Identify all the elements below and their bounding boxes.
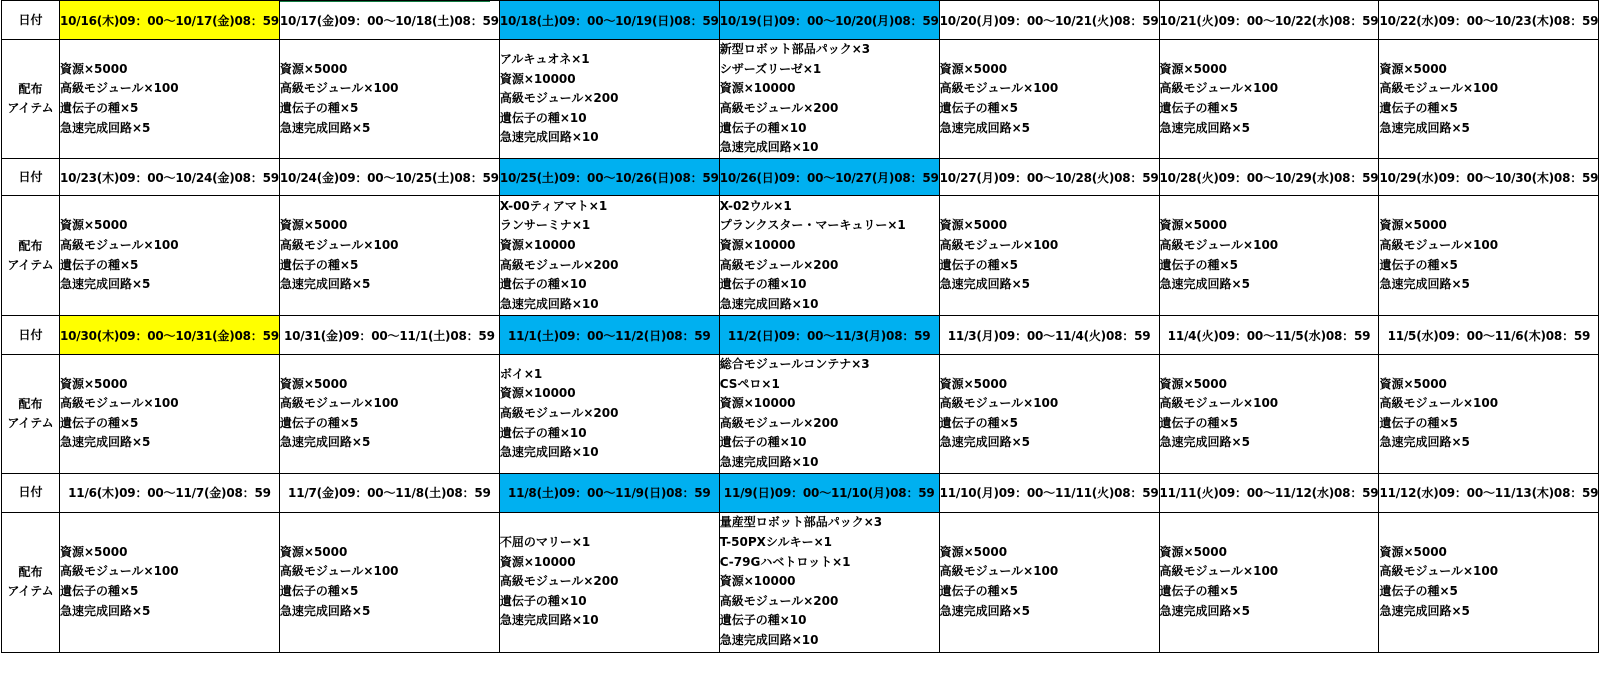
item-entry: 遺伝子の種×10: [499, 110, 587, 125]
items-row: [2, 196, 1599, 316]
items-cell[interactable]: [499, 512, 719, 652]
item-entry: 資源×5000: [60, 61, 128, 76]
item-entry: 資源×5000: [1379, 218, 1447, 233]
item-entry: アルキュオネ×1: [499, 52, 590, 67]
date-cell[interactable]: 10/16(木)09：00〜10/17(金)08：59: [60, 1, 280, 40]
item-entry: 遺伝子の種×5: [1379, 415, 1458, 430]
item-entry: 遺伝子の種×5: [1379, 101, 1458, 115]
item-entry: 高級モジュール×100: [939, 81, 1059, 96]
items-row: [2, 40, 1599, 159]
item-entry: 高級モジュール×200: [719, 257, 839, 272]
item-entry: 高級モジュール×200: [499, 574, 619, 589]
item-entry: 遺伝子の種×10: [499, 425, 587, 440]
item-entry: 資源×5000: [1159, 218, 1227, 233]
item-entry: 急速完成回路×5: [60, 277, 151, 292]
item-entry: T-50PXシルキー×1: [719, 535, 832, 550]
items-cell[interactable]: [279, 40, 499, 159]
item-entry: 高級モジュール×100: [60, 237, 179, 252]
date-cell[interactable]: 11/3(月)09：00〜11/4(火)08：59: [939, 316, 1159, 355]
item-entry: 高級モジュール×100: [1159, 237, 1279, 252]
items-cell[interactable]: [719, 355, 939, 474]
item-entry: 高級モジュール×200: [499, 257, 619, 272]
item-entry: 遺伝子の種×5: [60, 415, 139, 430]
items-cell[interactable]: [1379, 40, 1599, 159]
item-entry: 遺伝子の種×10: [719, 120, 807, 135]
item-entry: 急速完成回路×5: [1159, 277, 1250, 292]
item-entry: 資源×10000: [719, 237, 796, 252]
date-cell[interactable]: 11/1(土)09：00〜11/2(日)08：59: [499, 316, 719, 355]
item-entry: 急速完成回路×10: [719, 140, 819, 155]
items-label-line: 配布: [18, 238, 43, 253]
item-entry: 資源×5000: [939, 376, 1008, 391]
item-entry: 資源×5000: [939, 61, 1008, 76]
items-cell[interactable]: [60, 40, 280, 159]
item-entry: 資源×5000: [1159, 544, 1227, 559]
items-cell[interactable]: [279, 512, 499, 652]
item-entry: 高級モジュール×100: [939, 564, 1059, 579]
item-entry: 急速完成回路×5: [1159, 603, 1250, 618]
items-row: [2, 355, 1599, 474]
item-entry: 資源×5000: [1379, 61, 1447, 76]
item-entry: 資源×5000: [279, 218, 348, 233]
item-entry: 急速完成回路×5: [1379, 603, 1470, 618]
item-entry: 急速完成回路×10: [499, 130, 599, 145]
items-row: [2, 512, 1599, 652]
date-row: [2, 1, 1599, 40]
item-entry: 資源×10000: [499, 237, 576, 252]
item-entry: 急速完成回路×5: [60, 435, 151, 450]
item-entry: C-79Gハベトロット×1: [719, 554, 851, 569]
items-cell[interactable]: [719, 196, 939, 316]
date-cell[interactable]: 10/28(火)09：00〜10/29(水)08：59: [1159, 159, 1379, 196]
item-entry: 資源×5000: [1379, 544, 1447, 559]
items-cell[interactable]: [939, 512, 1159, 652]
item-entry: 急速完成回路×10: [499, 296, 599, 311]
item-entry: 急速完成回路×5: [279, 603, 371, 618]
item-entry: 高級モジュール×100: [1379, 81, 1499, 96]
item-entry: 遺伝子の種×5: [1379, 257, 1458, 272]
item-entry: ボイ×1: [499, 366, 543, 381]
item-entry: CSペロ×1: [719, 376, 780, 391]
item-entry: 資源×5000: [279, 376, 348, 391]
items-label-cell[interactable]: [2, 355, 60, 474]
item-entry: 高級モジュール×100: [1159, 81, 1279, 96]
items-cell[interactable]: [499, 355, 719, 474]
item-entry: 高級モジュール×100: [939, 396, 1059, 411]
items-cell[interactable]: [939, 355, 1159, 474]
date-cell[interactable]: 11/10(月)09：00〜11/11(火)08：59: [939, 473, 1159, 512]
items-cell[interactable]: [939, 196, 1159, 316]
item-entry: 遺伝子の種×5: [939, 101, 1019, 115]
item-entry: 資源×5000: [279, 61, 348, 76]
items-cell[interactable]: [1159, 512, 1379, 652]
items-cell[interactable]: [279, 355, 499, 474]
item-entry: 高級モジュール×100: [1379, 564, 1499, 579]
item-entry: 急速完成回路×10: [719, 296, 819, 311]
item-entry: 高級モジュール×100: [279, 396, 399, 411]
item-entry: 急速完成回路×5: [60, 120, 151, 135]
item-entry: プランクスター・マーキュリー×1: [719, 218, 906, 233]
item-entry: 資源×10000: [499, 554, 576, 569]
date-cell[interactable]: 10/23(木)09：00〜10/24(金)08：59: [60, 159, 280, 196]
item-entry: 高級モジュール×200: [719, 415, 839, 430]
date-row: [2, 159, 1599, 196]
item-entry: 高級モジュール×100: [1379, 237, 1499, 252]
date-cell[interactable]: 10/30(木)09：00〜10/31(金)08：59: [60, 316, 280, 355]
items-label-line: アイテム: [7, 584, 54, 599]
item-entry: 急速完成回路×5: [939, 603, 1031, 618]
item-entry: 遺伝子の種×10: [499, 593, 587, 608]
date-cell[interactable]: 11/4(火)09：00〜11/5(水)08：59: [1159, 316, 1379, 355]
date-cell[interactable]: 10/17(金)09：00〜10/18(土)08：59: [279, 1, 499, 40]
item-entry: 遺伝子の種×5: [60, 584, 139, 599]
item-entry: 高級モジュール×200: [499, 91, 619, 106]
date-row: [2, 316, 1599, 355]
items-label-line: 配布: [18, 82, 43, 96]
item-entry: 遺伝子の種×5: [939, 257, 1019, 272]
item-entry: 急速完成回路×5: [60, 603, 151, 618]
items-cell[interactable]: [719, 512, 939, 652]
item-entry: 遺伝子の種×5: [1159, 415, 1238, 430]
date-cell[interactable]: 10/24(金)09：00〜10/25(土)08：59: [279, 159, 499, 196]
item-entry: 新型ロボット部品パック×3: [719, 42, 871, 57]
item-entry: 高級モジュール×200: [719, 101, 839, 115]
date-label-cell[interactable]: 日付: [2, 473, 60, 512]
item-entry: 高級モジュール×100: [60, 396, 179, 411]
date-cell[interactable]: 10/22(水)09：00〜10/23(木)08：59: [1379, 1, 1599, 40]
item-entry: 急速完成回路×5: [279, 120, 371, 135]
item-entry: 遺伝子の種×10: [719, 277, 807, 292]
items-cell[interactable]: [1159, 40, 1379, 159]
item-entry: 高級モジュール×100: [279, 564, 399, 579]
date-cell[interactable]: 11/11(火)09：00〜11/12(水)08：59: [1159, 473, 1379, 512]
item-entry: 遺伝子の種×5: [1379, 584, 1458, 599]
item-entry: 遺伝子の種×5: [279, 257, 359, 272]
item-entry: 遺伝子の種×5: [279, 415, 359, 430]
item-entry: ランサーミナ×1: [499, 218, 591, 233]
item-entry: 資源×5000: [939, 218, 1008, 233]
date-row: [2, 473, 1599, 512]
date-cell[interactable]: 10/20(月)09：00〜10/21(火)08：59: [939, 1, 1159, 40]
item-entry: 不屈のマリー×1: [499, 535, 591, 550]
item-entry: 急速完成回路×5: [1379, 277, 1470, 292]
item-entry: 資源×10000: [499, 71, 576, 86]
distribution-schedule-table: [1, 0, 1599, 653]
item-entry: 資源×5000: [60, 218, 128, 233]
items-label-line: アイテム: [7, 101, 54, 115]
date-cell[interactable]: 11/5(水)09：00〜11/6(木)08：59: [1379, 316, 1599, 355]
items-cell[interactable]: [60, 196, 280, 316]
date-cell[interactable]: 10/18(土)09：00〜10/19(日)08：59: [499, 1, 719, 40]
item-entry: X-00ティアマト×1: [499, 198, 608, 213]
items-cell[interactable]: [60, 512, 280, 652]
item-entry: 遺伝子の種×5: [60, 101, 139, 115]
item-entry: 遺伝子の種×5: [60, 257, 139, 272]
items-cell[interactable]: [499, 40, 719, 159]
items-cell[interactable]: [939, 40, 1159, 159]
item-entry: 遺伝子の種×5: [939, 415, 1019, 430]
item-entry: 高級モジュール×100: [1159, 564, 1279, 579]
date-cell[interactable]: 10/21(火)09：00〜10/22(水)08：59: [1159, 1, 1379, 40]
item-entry: 資源×5000: [1159, 61, 1227, 76]
item-entry: 高級モジュール×100: [939, 237, 1059, 252]
item-entry: 高級モジュール×200: [499, 405, 619, 420]
date-cell[interactable]: 10/31(金)09：00〜11/1(土)08：59: [279, 316, 499, 355]
item-entry: 資源×10000: [719, 81, 796, 96]
item-entry: 遺伝子の種×5: [279, 584, 359, 599]
items-label-line: アイテム: [7, 415, 54, 430]
date-label-cell[interactable]: 日付: [2, 316, 60, 355]
item-entry: 急速完成回路×5: [279, 435, 371, 450]
item-entry: 遺伝子の種×5: [1159, 257, 1238, 272]
items-cell[interactable]: [1379, 512, 1599, 652]
item-entry: シザーズリーゼ×1: [719, 61, 822, 76]
item-entry: 遺伝子の種×10: [719, 435, 807, 450]
items-cell[interactable]: [1159, 355, 1379, 474]
date-cell[interactable]: 11/6(木)09：00〜11/7(金)08：59: [60, 473, 280, 512]
item-entry: 資源×10000: [719, 396, 796, 411]
item-entry: 高級モジュール×100: [1159, 396, 1279, 411]
items-cell[interactable]: [1159, 196, 1379, 316]
items-cell[interactable]: [279, 196, 499, 316]
items-cell[interactable]: [719, 40, 939, 159]
item-entry: 資源×5000: [60, 376, 128, 391]
item-entry: X-02ウル×1: [719, 198, 792, 213]
item-entry: 遺伝子の種×5: [939, 584, 1019, 599]
item-entry: 遺伝子の種×10: [499, 277, 587, 292]
item-entry: 高級モジュール×200: [719, 593, 839, 608]
items-cell[interactable]: [1379, 196, 1599, 316]
date-cell[interactable]: 11/8(土)09：00〜11/9(日)08：59: [499, 473, 719, 512]
item-entry: 資源×5000: [279, 544, 348, 559]
date-cell[interactable]: 10/19(日)09：00〜10/20(月)08：59: [719, 1, 939, 40]
item-entry: 量産型ロボット部品パック×3: [719, 515, 883, 530]
items-cell[interactable]: [499, 196, 719, 316]
date-cell[interactable]: 10/29(水)09：00〜10/30(木)08：59: [1379, 159, 1599, 196]
item-entry: 高級モジュール×100: [279, 237, 399, 252]
date-cell[interactable]: 10/27(月)09：00〜10/28(火)08：59: [939, 159, 1159, 196]
item-entry: 遺伝子の種×5: [279, 101, 359, 115]
item-entry: 急速完成回路×5: [939, 120, 1031, 135]
date-cell[interactable]: 11/2(日)09：00〜11/3(月)08：59: [719, 316, 939, 355]
item-entry: 資源×10000: [719, 574, 796, 589]
date-cell[interactable]: 10/26(日)09：00〜10/27(月)08：59: [719, 159, 939, 196]
items-label-line: アイテム: [7, 257, 54, 272]
items-cell[interactable]: [1379, 355, 1599, 474]
date-label-cell[interactable]: 日付: [2, 1, 60, 40]
item-entry: 急速完成回路×5: [1379, 120, 1470, 135]
item-entry: 急速完成回路×10: [719, 454, 819, 469]
items-label-cell[interactable]: [2, 512, 60, 652]
item-entry: 資源×5000: [1379, 376, 1447, 391]
date-cell[interactable]: 10/25(土)09：00〜10/26(日)08：59: [499, 159, 719, 196]
item-entry: 資源×10000: [499, 386, 576, 401]
items-label-cell[interactable]: [2, 40, 60, 159]
item-entry: 資源×5000: [939, 544, 1008, 559]
date-cell[interactable]: 11/7(金)09：00〜11/8(土)08：59: [279, 473, 499, 512]
item-entry: 急速完成回路×5: [279, 277, 371, 292]
item-entry: 急速完成回路×10: [719, 633, 819, 648]
item-entry: 急速完成回路×5: [939, 277, 1031, 292]
item-entry: 資源×5000: [60, 544, 128, 559]
item-entry: 総合モジュールコンテナ×3: [719, 357, 870, 371]
item-entry: 高級モジュール×100: [60, 81, 179, 96]
item-entry: 急速完成回路×5: [1159, 435, 1250, 450]
item-entry: 急速完成回路×5: [1159, 120, 1250, 135]
item-entry: 急速完成回路×10: [499, 445, 599, 460]
item-entry: 遺伝子の種×5: [1159, 101, 1238, 115]
item-entry: 急速完成回路×5: [1379, 435, 1470, 450]
item-entry: 高級モジュール×100: [60, 564, 179, 579]
item-entry: 遺伝子の種×10: [719, 613, 807, 628]
items-cell[interactable]: [60, 355, 280, 474]
item-entry: 高級モジュール×100: [279, 81, 399, 96]
item-entry: 急速完成回路×10: [499, 613, 599, 628]
item-entry: 遺伝子の種×5: [1159, 584, 1238, 599]
item-entry: 資源×5000: [1159, 376, 1227, 391]
item-entry: 高級モジュール×100: [1379, 396, 1499, 411]
date-label-cell[interactable]: 日付: [2, 159, 60, 196]
items-label-line: 配布: [18, 396, 43, 411]
date-cell[interactable]: 11/9(日)09：00〜11/10(月)08：59: [719, 473, 939, 512]
items-label-line: 配布: [18, 565, 43, 580]
items-label-cell[interactable]: [2, 196, 60, 316]
date-cell[interactable]: 11/12(水)09：00〜11/13(木)08：59: [1379, 473, 1599, 512]
item-entry: 急速完成回路×5: [939, 435, 1031, 450]
